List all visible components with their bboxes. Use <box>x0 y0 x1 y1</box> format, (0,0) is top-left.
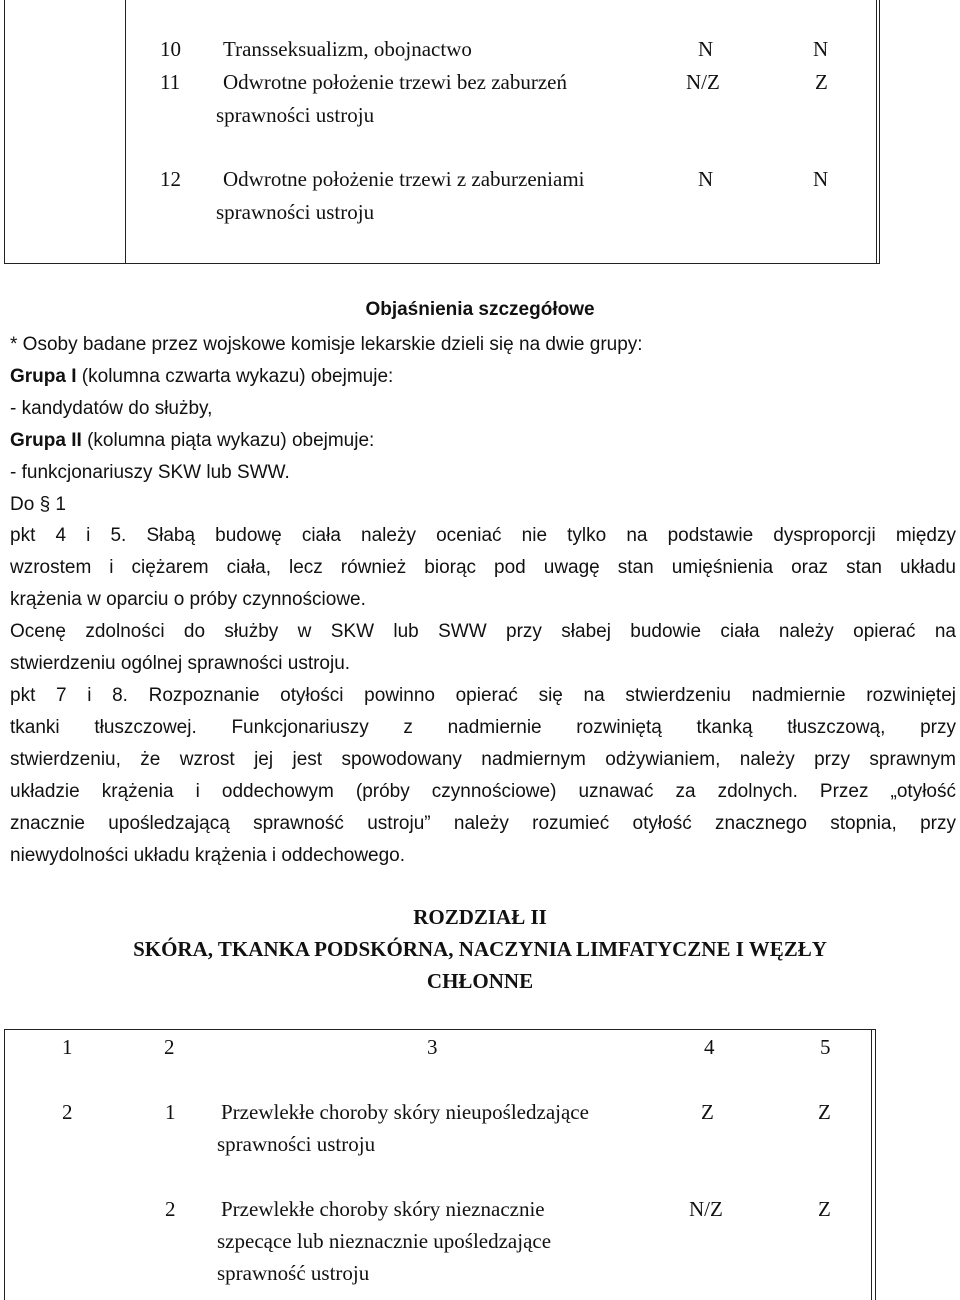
paragraph-pkt-4-5 <box>10 520 956 616</box>
row-description-cont: sprawności ustroju <box>216 200 375 224</box>
row-number: 10 <box>160 37 181 61</box>
row-description: Odwrotne położenie trzewi z zaburzeniami <box>223 167 585 191</box>
paragraph-line: stwierdzeniu, że wzrost jej jest spowodowany nadmiernym odżywianiem, należy przy sprawnym <box>10 749 956 770</box>
paragraph-line: krążenia w oparciu o próby czynnościowe. <box>10 589 366 610</box>
row-number: 11 <box>160 70 181 94</box>
group2-qualification: Z <box>815 70 828 94</box>
group1-line <box>10 361 393 393</box>
group2-qualification: N <box>813 37 829 61</box>
row-description: Przewlekłe choroby skóry nieupośledzające <box>221 1100 589 1124</box>
group1-qualification: N <box>698 167 714 191</box>
group2-qualification: Z <box>818 1197 831 1221</box>
paragraph-pkt-7-8 <box>10 680 956 872</box>
group1-text: (kolumna czwarta wykazu) obejmuje: <box>76 366 394 387</box>
chapter-subtitle-line1: SKÓRA, TKANKA PODSKÓRNA, NACZYNIA LIMFATYCZNE I WĘZŁY <box>133 937 827 961</box>
row-col1: 2 <box>62 1100 73 1124</box>
header-col2: 2 <box>164 1035 175 1059</box>
paragraph-line: stwierdzeniu ogólnej sprawności ustroju. <box>10 653 351 674</box>
group2-qualification: N <box>813 167 829 191</box>
header-col4: 4 <box>704 1035 715 1059</box>
group2-qualification: Z <box>818 1100 831 1124</box>
row-description-cont: szpecące lub nieznacznie upośledzające <box>217 1229 552 1253</box>
paragraph-line: tkanki tłuszczowej. Funkcjonariuszy z nadmiernie rozwiniętą tkanką tłuszczową, przy <box>10 717 956 738</box>
header-col3: 3 <box>427 1035 438 1059</box>
group1-qualification: N <box>698 37 714 61</box>
row-description-cont: sprawności ustroju <box>216 103 375 127</box>
column-divider <box>876 0 877 263</box>
paragraph-line: znacznie upośledzającą sprawność ustroju” należy rozumieć otyłość znacznego stopnia, przy <box>10 813 956 834</box>
header-col5: 5 <box>820 1035 831 1059</box>
row-description-cont: sprawności ustroju <box>217 1132 376 1156</box>
group2-item: - funkcjonariuszy SKW lub SWW. <box>10 462 290 483</box>
paragraph-line: niewydolności układu krążenia i oddechowego. <box>10 845 406 866</box>
paragraph-line: układzie krążenia i oddechowym (próby czynnościowe) uznawać za zdolnych. Przez „otyłość <box>10 781 956 802</box>
group2-label: Grupa II <box>10 430 82 451</box>
paragraph-skw-sww <box>10 616 956 680</box>
paragraph-line: Ocenę zdolności do służby w SKW lub SWW przy słabej budowie ciała należy opierać na <box>10 621 956 642</box>
paragraph-line: pkt 7 i 8. Rozpoznanie otyłości powinno opierać się na stwierdzeniu nadmiernie rozwiniętej <box>10 685 956 706</box>
bottom-table <box>4 1029 876 1300</box>
group1-qualification: N/Z <box>686 70 720 94</box>
group2-text: (kolumna piąta wykazu) obejmuje: <box>81 430 375 451</box>
do-paragraph: Do § 1 <box>10 494 66 515</box>
chapter-title: ROZDZIAŁ II <box>413 905 547 929</box>
header-col1: 1 <box>62 1035 73 1059</box>
row-col2: 1 <box>165 1100 176 1124</box>
chapter-subtitle-line2: CHŁONNE <box>426 969 534 993</box>
row-description: Odwrotne położenie trzewi bez zaburzeń <box>223 70 567 94</box>
paragraph-line: pkt 4 i 5. Słabą budowę ciała należy oceniać nie tylko na podstawie dysproporcji między <box>10 525 956 546</box>
group1-label: Grupa I <box>10 366 77 387</box>
row-col2: 2 <box>165 1197 176 1221</box>
explanations-heading: Objaśnienia szczegółowe <box>365 299 595 320</box>
group1-item: - kandydatów do służby, <box>10 398 213 419</box>
group2-line <box>10 425 374 457</box>
column-divider <box>125 0 126 263</box>
row-number: 12 <box>160 167 181 191</box>
group1-qualification: Z <box>701 1100 714 1124</box>
row-description: Przewlekłe choroby skóry nieznacznie <box>221 1197 545 1221</box>
top-table <box>4 0 880 264</box>
column-divider <box>871 1030 872 1300</box>
group1-qualification: N/Z <box>689 1197 723 1221</box>
paragraph-line: wzrostem i ciężarem ciała, lecz również biorąc pod uwagę stan umięśnienia oraz stan układu <box>10 557 956 578</box>
explanations-intro: * Osoby badane przez wojskowe komisje lekarskie dzieli się na dwie grupy: <box>10 334 643 355</box>
row-description: Transseksualizm, obojnactwo <box>223 37 472 61</box>
row-description-cont: sprawność ustroju <box>217 1261 370 1285</box>
